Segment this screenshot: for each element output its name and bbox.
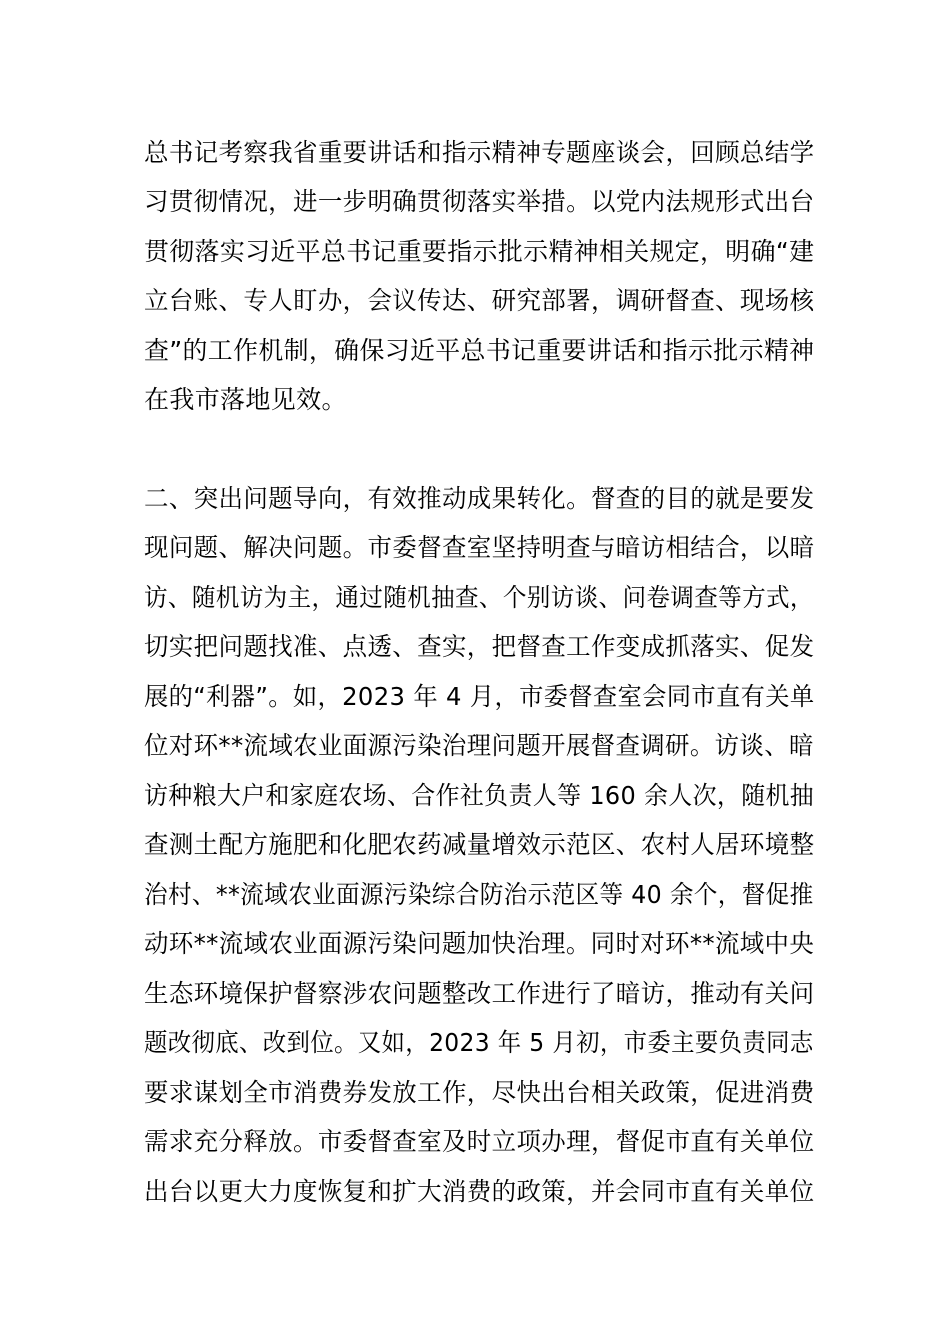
text-line: 生态环境保护督察涉农问题整改工作进行了暗访，推动有关问	[144, 979, 815, 1008]
text-line: 查”的工作机制，确保习近平总书记重要讲话和指示批示精神	[144, 336, 815, 365]
text-line: 需求充分释放。市委督查室及时立项办理，督促市直有关单位	[144, 1127, 815, 1156]
text-line: 访、随机访为主，通过随机抽查、个别访谈、问卷调查等方式，	[144, 583, 814, 612]
text-line: 习贯彻情况，进一步明确贯彻落实举措。以党内法规形式出台	[144, 187, 815, 216]
text-line: 展的“利器”。如，2023 年 4 月，市委督查室会同市直有关单	[144, 682, 815, 711]
section-heading-line: 二、突出问题导向，有效推动成果转化。督查的目的就是要发	[144, 484, 815, 513]
text-line: 要求谋划全市消费券发放工作，尽快出台相关政策，促进消费	[144, 1078, 815, 1107]
text-line: 题改彻底、改到位。又如，2023 年 5 月初，市委主要负责同志	[144, 1028, 814, 1057]
text-line: 访种粮大户和家庭农场、合作社负责人等 160 余人次，随机抽	[144, 781, 815, 810]
text-line: 切实把问题找准、点透、查实，把督查工作变成抓落实、促发	[144, 632, 815, 661]
text-line: 位对环**流域农业面源污染治理问题开展督查调研。访谈、暗	[144, 731, 814, 760]
text-line: 治村、**流域农业面源污染综合防治示范区等 40 余个，督促推	[144, 880, 814, 909]
text-line: 立台账、专人盯办，会议传达、研究部署，调研督查、现场核	[144, 286, 815, 315]
text-line: 贯彻落实习近平总书记重要指示批示精神相关规定，明确“建	[144, 237, 815, 266]
text-line: 总书记考察我省重要讲话和指示精神专题座谈会，回顾总结学	[144, 138, 815, 167]
text-line: 动环**流域农业面源污染问题加快治理。同时对环**流域中央	[144, 929, 815, 958]
text-line: 查测土配方施肥和化肥农药减量增效示范区、农村人居环境整	[144, 830, 815, 859]
text-line: 在我市落地见效。	[144, 385, 347, 414]
text-line: 出台以更大力度恢复和扩大消费的政策，并会同市直有关单位	[144, 1177, 815, 1206]
text-line: 现问题、解决问题。市委督查室坚持明查与暗访相结合，以暗	[144, 533, 815, 562]
